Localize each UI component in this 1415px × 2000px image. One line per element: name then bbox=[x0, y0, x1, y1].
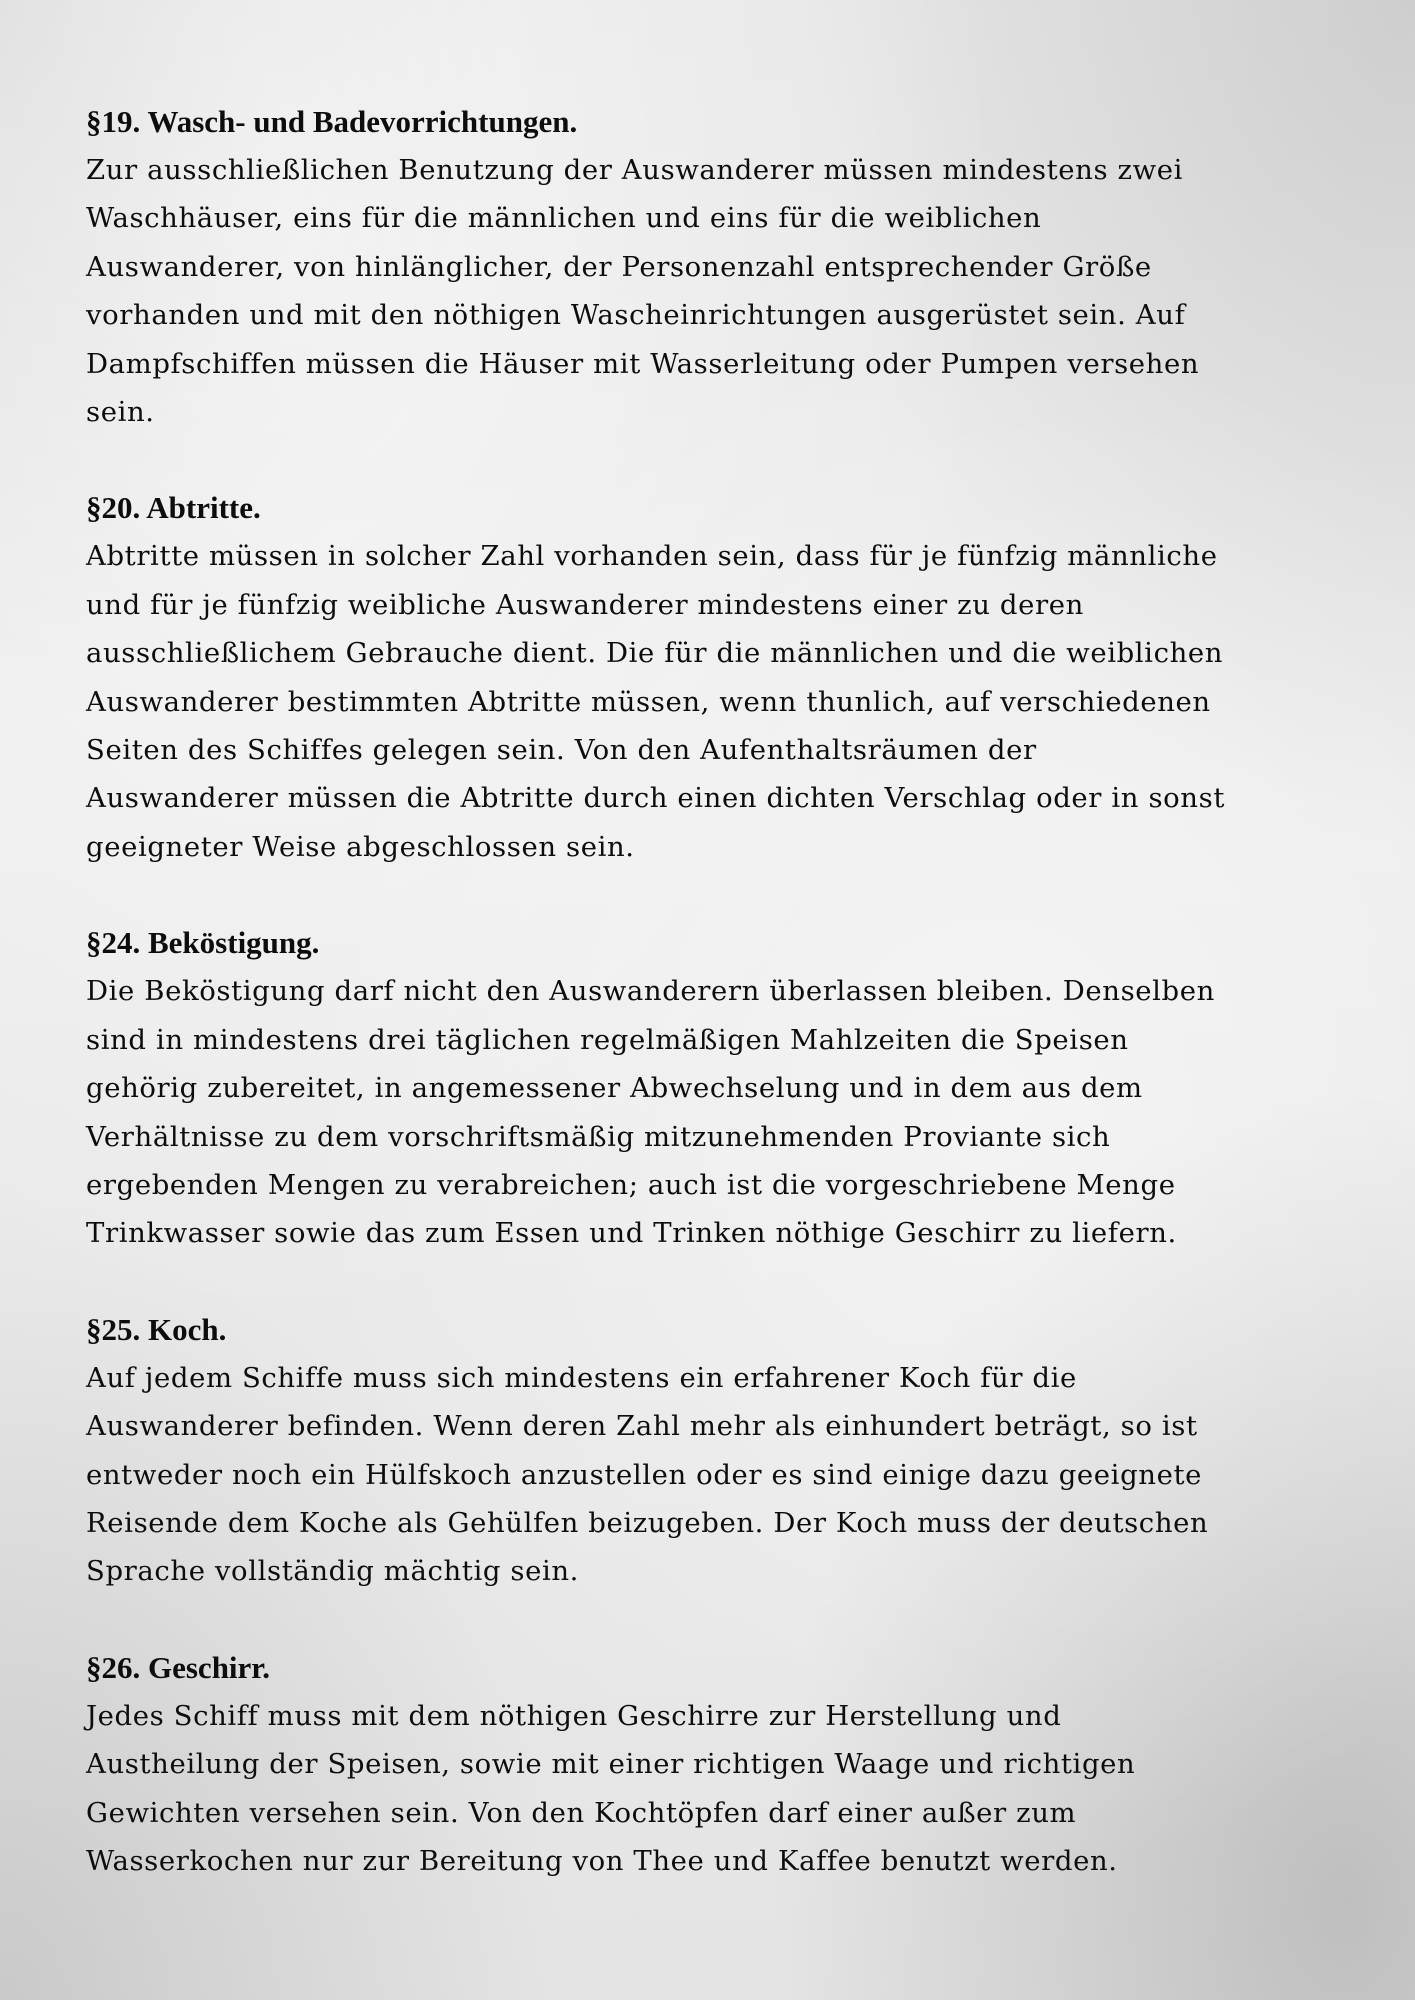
section-body bbox=[86, 1692, 1356, 1886]
text-line: Dampfschiffen müssen die Häuser mit Wasserleitung oder Pumpen versehen bbox=[86, 347, 1200, 380]
section-heading: §25. Koch. bbox=[86, 1311, 227, 1347]
section bbox=[86, 1644, 1356, 1886]
text-line: Abtritte müssen in solcher Zahl vorhanden sein, dass für je fünfzig männliche bbox=[86, 540, 1218, 573]
section-body bbox=[86, 532, 1356, 871]
text-line: ausschließlichem Gebrauche dient. Die für die männlichen und die weiblichen bbox=[86, 637, 1224, 670]
text-line: Zur ausschließlichen Benutzung der Auswanderer müssen mindestens zwei bbox=[86, 154, 1184, 186]
section-body bbox=[86, 1354, 1356, 1596]
text-line: Sprache vollständig mächtig sein. bbox=[86, 1555, 580, 1588]
section bbox=[86, 98, 1356, 436]
section-heading: §26. Geschirr. bbox=[86, 1649, 270, 1685]
text-line: geeigneter Weise abgeschlossen sein. bbox=[86, 830, 635, 863]
text-line: Waschhäuser, eins für die männlichen und eins für die weiblichen bbox=[86, 202, 1042, 235]
text-line: entweder noch ein Hülfskoch anzustellen oder es sind einige dazu geeignete bbox=[86, 1458, 1202, 1491]
section-body bbox=[86, 967, 1356, 1257]
text-line: Reisende dem Koche als Gehülfen beizugeben. Der Koch muss der deutschen bbox=[86, 1506, 1209, 1539]
text-line: sein. bbox=[86, 396, 155, 429]
text-line: Auswanderer bestimmten Abtritte müssen, wenn thunlich, auf verschiedenen bbox=[86, 685, 1211, 718]
text-line: sind in mindestens drei täglichen regelmäßigen Mahlzeiten die Speisen bbox=[86, 1023, 1129, 1056]
text-line: Seiten des Schiffes gelegen sein. Von den Aufenthaltsräumen der bbox=[86, 734, 1037, 767]
text-line: ergebenden Mengen zu verabreichen; auch ist die vorgeschriebene Menge bbox=[86, 1168, 1176, 1201]
text-line: Auswanderer, von hinlänglicher, der Personenzahl entsprechender Größe bbox=[86, 250, 1152, 283]
section bbox=[86, 1306, 1356, 1596]
text-line: Gewichten versehen sein. Von den Kochtöpfen darf einer außer zum bbox=[86, 1796, 1077, 1829]
sections-container bbox=[86, 98, 1356, 1885]
section-heading: §20. Abtritte. bbox=[86, 490, 261, 526]
text-line: Trinkwasser sowie das zum Essen und Trinken nöthige Geschirr zu liefern. bbox=[86, 1217, 1177, 1250]
text-line: Wasserkochen nur zur Bereitung von Thee und Kaffee benutzt werden. bbox=[86, 1844, 1118, 1877]
text-line: Auf jedem Schiffe muss sich mindestens ein erfahrener Koch für die bbox=[86, 1361, 1077, 1394]
section bbox=[86, 484, 1356, 871]
text-line: vorhanden und mit den nöthigen Wascheinrichtungen ausgerüstet sein. Auf bbox=[86, 299, 1186, 332]
section bbox=[86, 919, 1356, 1257]
document-page bbox=[86, 98, 1356, 1933]
text-line: gehörig zubereitet, in angemessener Abwechselung und in dem aus dem bbox=[86, 1072, 1143, 1105]
text-line: Auswanderer befinden. Wenn deren Zahl mehr als einhundert beträgt, so ist bbox=[86, 1410, 1198, 1443]
text-line: Austheilung der Speisen, sowie mit einer richtigen Waage und richtigen bbox=[86, 1748, 1136, 1781]
text-line: Jedes Schiff muss mit dem nöthigen Geschirre zur Herstellung und bbox=[86, 1699, 1062, 1732]
section-heading: §24. Beköstigung. bbox=[86, 925, 320, 961]
section-heading: §19. Wasch- und Badevorrichtungen. bbox=[86, 104, 578, 139]
section-body bbox=[86, 146, 1356, 436]
text-line: Verhältnisse zu dem vorschriftsmäßig mitzunehmenden Proviante sich bbox=[86, 1120, 1111, 1153]
text-line: und für je fünfzig weibliche Auswanderer mindestens einer zu deren bbox=[86, 588, 1084, 621]
text-line: Die Beköstigung darf nicht den Auswanderern überlassen bleiben. Denselben bbox=[86, 975, 1215, 1008]
text-line: Auswanderer müssen die Abtritte durch einen dichten Verschlag oder in sonst bbox=[86, 782, 1225, 815]
